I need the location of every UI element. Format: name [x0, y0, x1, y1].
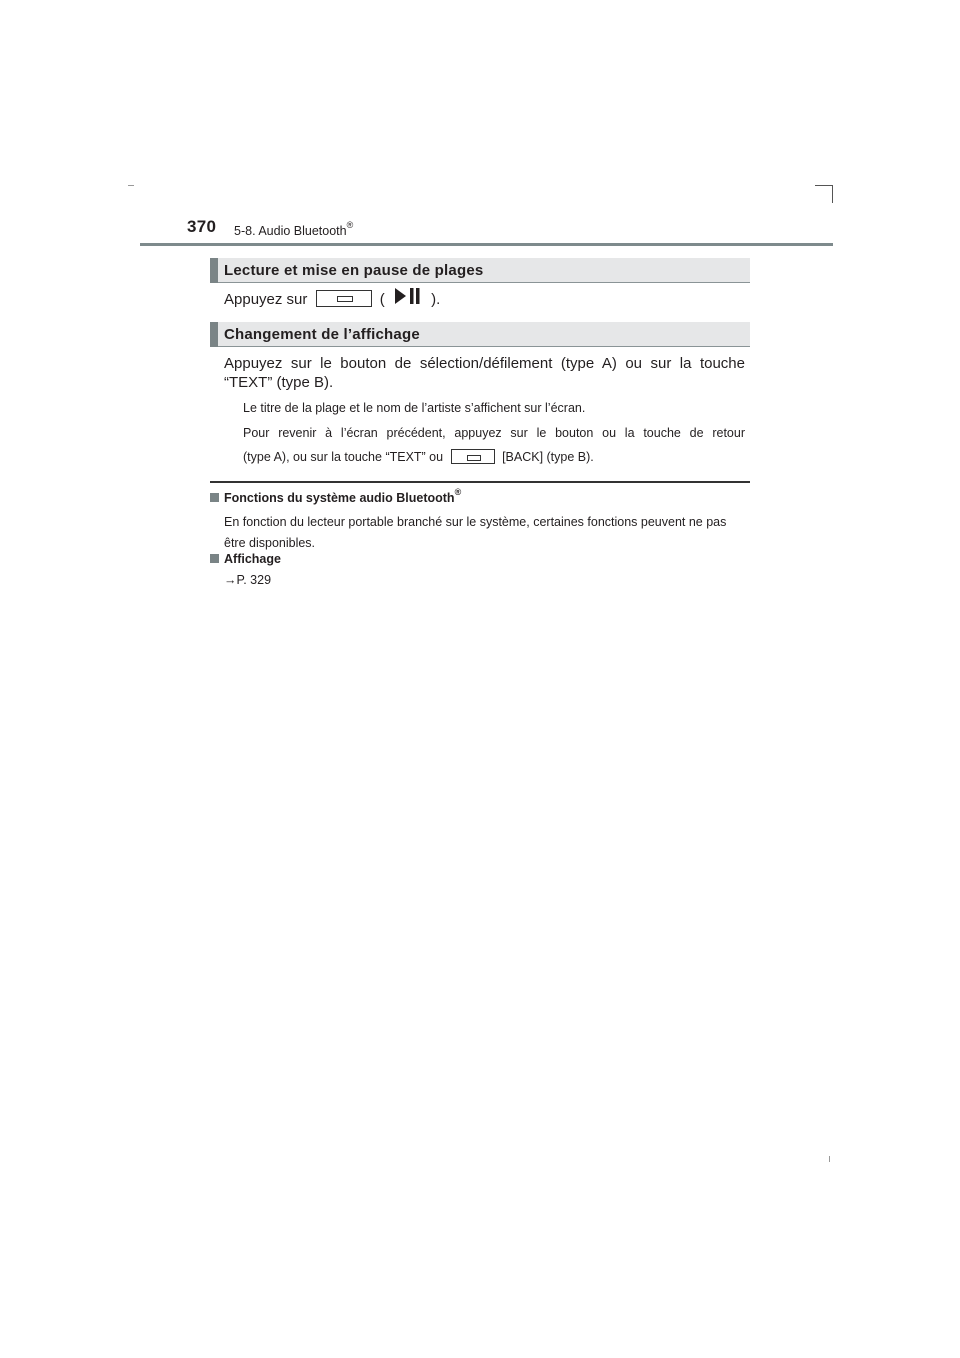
section-title — [234, 222, 353, 238]
heading-lecture — [210, 258, 750, 283]
note-back-text: [BACK] (type B). — [502, 450, 594, 464]
paren-close: ). — [431, 290, 441, 308]
heading-accent — [210, 322, 218, 347]
section-divider — [210, 481, 750, 483]
crop-mark-top-left — [128, 185, 134, 186]
page-number: 370 — [187, 217, 217, 236]
header-rule — [140, 243, 833, 246]
button-symbol — [451, 449, 495, 464]
square-bullet-icon — [210, 493, 219, 502]
heading-accent — [210, 258, 218, 283]
crop-mark-top-right-vertical — [832, 185, 833, 203]
info-text-functions: En fonction du lecteur portable branché sur le système, certaines fonctions peuvent ne pas être disponibles. — [224, 515, 727, 550]
section-title-text: 5-8. Audio Bluetooth — [234, 224, 347, 239]
info-heading-display — [210, 552, 281, 566]
info-title: Affichage — [224, 552, 281, 566]
button-symbol — [316, 290, 372, 307]
registered-mark: ® — [346, 220, 354, 230]
instruction-text: Appuyez sur — [224, 290, 308, 308]
note-return-cont — [243, 450, 594, 465]
play-pause-icon — [395, 288, 421, 308]
square-bullet-icon — [210, 554, 219, 563]
instruction-display-line1: Appuyez sur le bouton de sélection/défilement (type A) ou sur la touche — [224, 355, 745, 372]
crop-mark-bottom-right — [829, 1156, 830, 1162]
heading-text: Lecture et mise en pause de plages — [224, 262, 484, 279]
note-title-artist: Le titre de la plage et le nom de l’artiste s’affichent sur l’écran. — [243, 401, 586, 415]
paren-open: ( — [379, 290, 385, 308]
page-reference-link[interactable]: →P. 329 — [224, 573, 272, 587]
heading-text: Changement de l’affichage — [224, 326, 420, 343]
note-return-text: (type A), ou sur la touche “TEXT” ou — [243, 450, 444, 464]
info-title: Fonctions du système audio Bluetooth — [224, 491, 455, 506]
note-return: Pour revenir à l’écran précédent, appuyez sur le bouton ou la touche de retour — [243, 426, 745, 440]
crop-mark-top-right — [815, 185, 833, 186]
registered-mark: ® — [454, 487, 462, 497]
instruction-display-line2: “TEXT” (type B). — [224, 374, 334, 391]
heading-affichage — [210, 322, 750, 347]
instruction-play-pause — [224, 290, 440, 310]
info-heading-functions — [210, 489, 461, 505]
